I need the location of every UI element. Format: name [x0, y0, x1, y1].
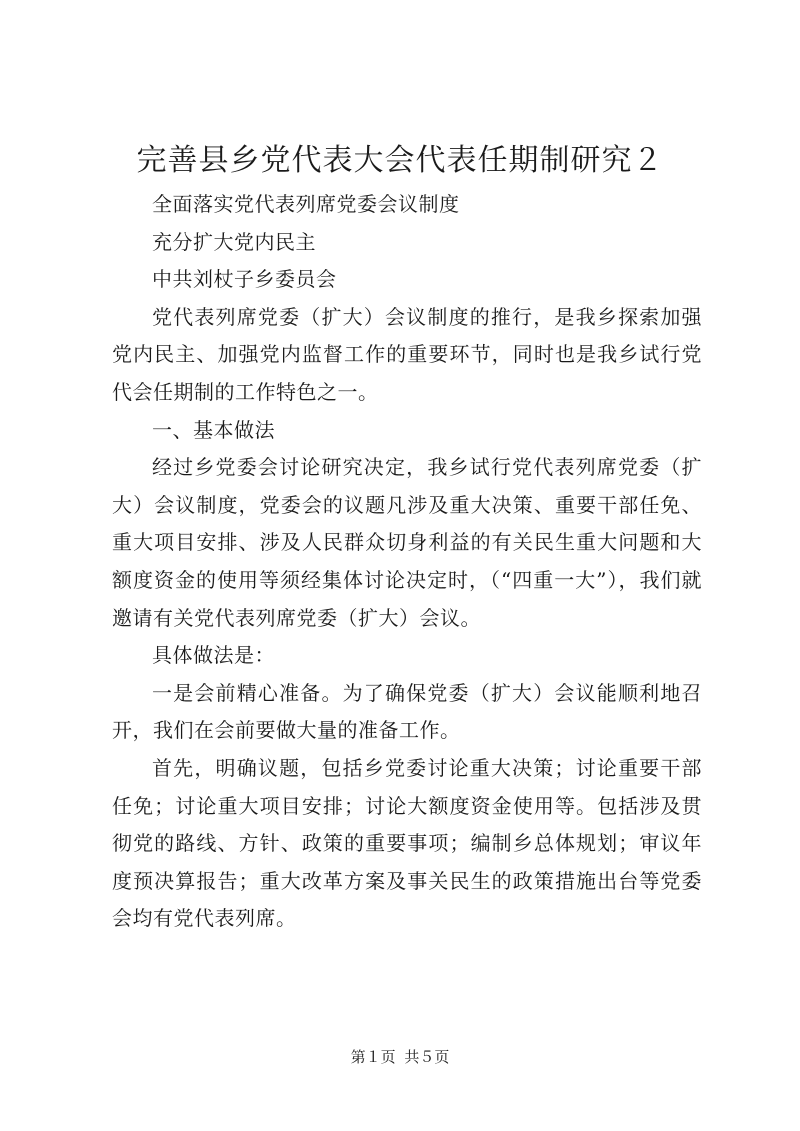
- section-heading: 一、基本做法: [152, 417, 275, 442]
- paragraph-intro: 党代表列席党委（扩大）会议制度的推行，是我乡探索加强党内民主、加强党内监督工作的重要环节，同时也是我乡试行党代会任期制的工作特色之一。: [112, 304, 702, 404]
- paragraph-subtitle-1: 全面落实党代表列席党委会议制度: [152, 192, 460, 216]
- document-title: 完善县乡党代表大会代表任期制研究２: [136, 143, 664, 178]
- document-body: [112, 186, 702, 938]
- paragraph-subtitle-2: 充分扩大党内民主: [152, 229, 316, 254]
- paragraph-first: 首先，明确议题，包括乡党委讨论重大决策；讨论重要干部任免；讨论重大项目安排；讨论大额度资金使用等。包括涉及贯彻党的路线、方针、政策的重要事项；编制乡总体规划；审议年度预决算报告；重大改革方案及事关民生的政策措施出台等党委会均有党代表列席。: [112, 755, 702, 931]
- paragraph-author: 中共刘杖子乡委员会: [152, 267, 337, 292]
- page-footer: [0, 1047, 800, 1067]
- page-total: 共５页: [404, 1048, 450, 1066]
- paragraph-practice: 经过乡党委会讨论研究决定，我乡试行党代表列席党委（扩大）会议制度，党委会的议题凡涉及重大决策、重要干部任免、重大项目安排、涉及人民群众切身利益的有关民生重大问题和大额度资金的使用等须经集体讨论决定时，（“四重一大”），我们就邀请有关党代表列席党委（扩大）会议。: [112, 455, 702, 630]
- paragraph-method-label: 具体做法是：: [152, 643, 275, 668]
- page-number: 第１页: [350, 1048, 396, 1066]
- paragraph-step-one: 一是会前精心准备。为了确保党委（扩大）会议能顺利地召开，我们在会前要做大量的准备工作。: [112, 680, 702, 743]
